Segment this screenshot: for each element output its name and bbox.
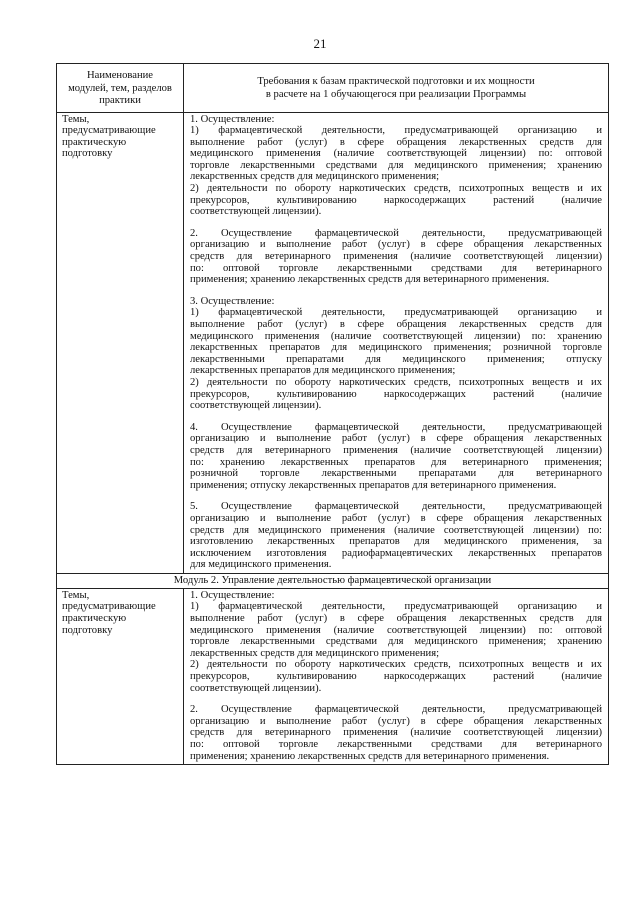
header-col1-line: Наименование [87,70,153,81]
topic-line: Темы, [62,589,90,601]
requirement-line: 5. Осуществление фармацевтической деятельности, предусматривающей [190,501,602,513]
requirement-line: по: оптовой торговле лекарственными средствами для ветеринарного [190,739,602,750]
requirement-line: применения; отпуску лекарственных препаратов для ветеринарного применения. [190,479,557,491]
requirements-table [56,63,609,765]
requirement-line: 2. Осуществление фармацевтической деятельности, предусматривающей [190,227,602,239]
requirement-line: средств для медицинского применения (наличие соответствующей лицензии) по: [190,524,602,536]
requirement-line: организацию и выполнение работ (услуг) в сфере обращения лекарственных [190,715,602,727]
table-row [57,588,609,764]
topic-line: предусматривающие [62,601,156,613]
header-col1-line: модулей, тем, разделов [68,82,172,94]
requirement-line: выполнение работ (услуг) в сфере обращения лекарственных средств для [190,136,602,148]
topic-line: подготовку [62,148,113,160]
requirement-paragraph [190,590,602,694]
topic-line: подготовку [62,624,113,636]
requirement-line: прекурсоров, культивированию наркосодержащих растений (наличие [190,194,602,206]
table-row [57,112,609,573]
requirement-line: 1. Осуществление: [190,589,275,601]
requirement-line: изготовлению лекарственных препаратов для медицинского применения, за [190,536,602,548]
requirement-line: торговле лекарственными средствами для медицинского применения; хранению [190,636,602,648]
requirement-paragraph [190,501,602,571]
header-col2-line: в расчете на 1 обучающегося при реализации Программы [265,88,527,100]
topic-cell [57,112,184,573]
requirement-line: медицинского применения (наличие соответствующей лицензии) по: оптовой [190,148,602,160]
requirement-line: 2) деятельности по обороту наркотических средств, психотропных веществ и их [190,659,602,671]
module-row [57,573,609,588]
requirement-line: лекарственными препаратами для медицинского применения; отпуску [190,353,602,365]
requirement-line: лекарственных препаратов для медицинского применения; розничной торговле [190,342,602,354]
requirement-line: прекурсоров, культивированию наркосодержащих растений (наличие [190,388,602,400]
topic-cell [57,588,184,764]
requirement-line: прекурсоров, культивированию наркосодержащих растений (наличие [190,671,602,683]
page-number: 21 [313,36,327,51]
requirement-line: применения; хранению лекарственных средств для ветеринарного применения. [190,750,550,762]
requirement-line: по: оптовой торговле лекарственными средствами для ветеринарного [190,262,602,274]
requirements-cell [184,588,609,764]
table-header-row [57,64,609,113]
requirement-line: средств для ветеринарного применения (наличие соответствующей лицензии) [190,727,602,739]
requirement-line: выполнение работ (услуг) в сфере обращения лекарственных средств для [190,613,602,625]
requirement-line: соответствующей лицензии). [190,206,322,218]
requirement-line: лекарственных средств для медицинского применения; [190,171,440,183]
requirement-line: организацию и выполнение работ (услуг) в сфере обращения лекарственных [190,433,602,445]
requirement-line: 2) деятельности по обороту наркотических средств, психотропных веществ и их [190,376,602,388]
topic-line: Темы, [62,113,90,125]
header-col1-line: практики [99,95,141,106]
requirement-paragraph [190,228,602,286]
topic-line: предусматривающие [62,125,156,137]
requirement-line: по: хранению лекарственных препаратов для ветеринарного применения; [190,456,602,468]
requirement-line: организацию и выполнение работ (услуг) в сфере обращения лекарственных [190,512,602,524]
requirement-line: 2) деятельности по обороту наркотических средств, психотропных веществ и их [190,183,602,195]
requirement-line: организацию и выполнение работ (услуг) в сфере обращения лекарственных [190,239,602,251]
requirement-paragraph [190,296,602,412]
topic-line: практическую [62,136,127,148]
requirement-paragraph [190,704,602,762]
requirement-line: исключением изготовления радиофармацевтических лекарственных препаратов [190,547,602,559]
requirement-paragraph [190,114,602,218]
requirement-line: средств для ветеринарного применения (наличие соответствующей лицензии) [190,251,602,263]
requirement-line: медицинского применения (наличие соответствующей лицензии) по: оптовой [190,624,602,636]
requirement-line: 1) фармацевтической деятельности, предусматривающей организацию и [190,125,602,137]
requirement-line: 1) фармацевтической деятельности, предусматривающей организацию и [190,601,602,613]
requirement-line: средств для ветеринарного применения (наличие соответствующей лицензии) [190,444,602,456]
requirements-cell [184,112,609,573]
requirement-line: торговле лекарственными средствами для медицинского применения; хранению [190,159,602,171]
requirement-line: лекарственных препаратов для медицинского применения; [190,365,456,377]
header-col-modules [57,64,184,113]
requirement-line: выполнение работ (услуг) в сфере обращения лекарственных средств для [190,319,602,330]
requirement-line: медицинского применения (наличие соответствующей лицензии) по: хранению [190,330,602,342]
requirement-line: розничной торговле лекарственными препаратами для ветеринарного [190,468,602,480]
requirement-line: соответствующей лицензии). [190,682,322,694]
requirement-line: лекарственных средств для медицинского применения; [190,647,440,659]
requirement-line: соответствующей лицензии). [190,400,322,412]
requirement-line: применения; хранению лекарственных средств для ветеринарного применения. [190,274,550,286]
requirement-line: для медицинского применения. [190,559,332,571]
requirement-line: 4. Осуществление фармацевтической деятельности, предусматривающей [190,421,602,433]
header-col-requirements [184,64,609,113]
requirement-line: 1) фармацевтической деятельности, предусматривающей организацию и [190,307,602,319]
requirement-line: 1. Осуществление: [190,113,275,125]
module-title: Модуль 2. Управление деятельностью фармацевтической организации [57,573,609,588]
header-col2-line: Требования к базам практической подготовки и их мощности [257,76,535,87]
requirement-paragraph [190,422,602,492]
requirement-line: 3. Осуществление: [190,295,275,307]
topic-line: практическую [62,613,127,625]
requirement-line: 2. Осуществление фармацевтической деятельности, предусматривающей [190,704,602,716]
